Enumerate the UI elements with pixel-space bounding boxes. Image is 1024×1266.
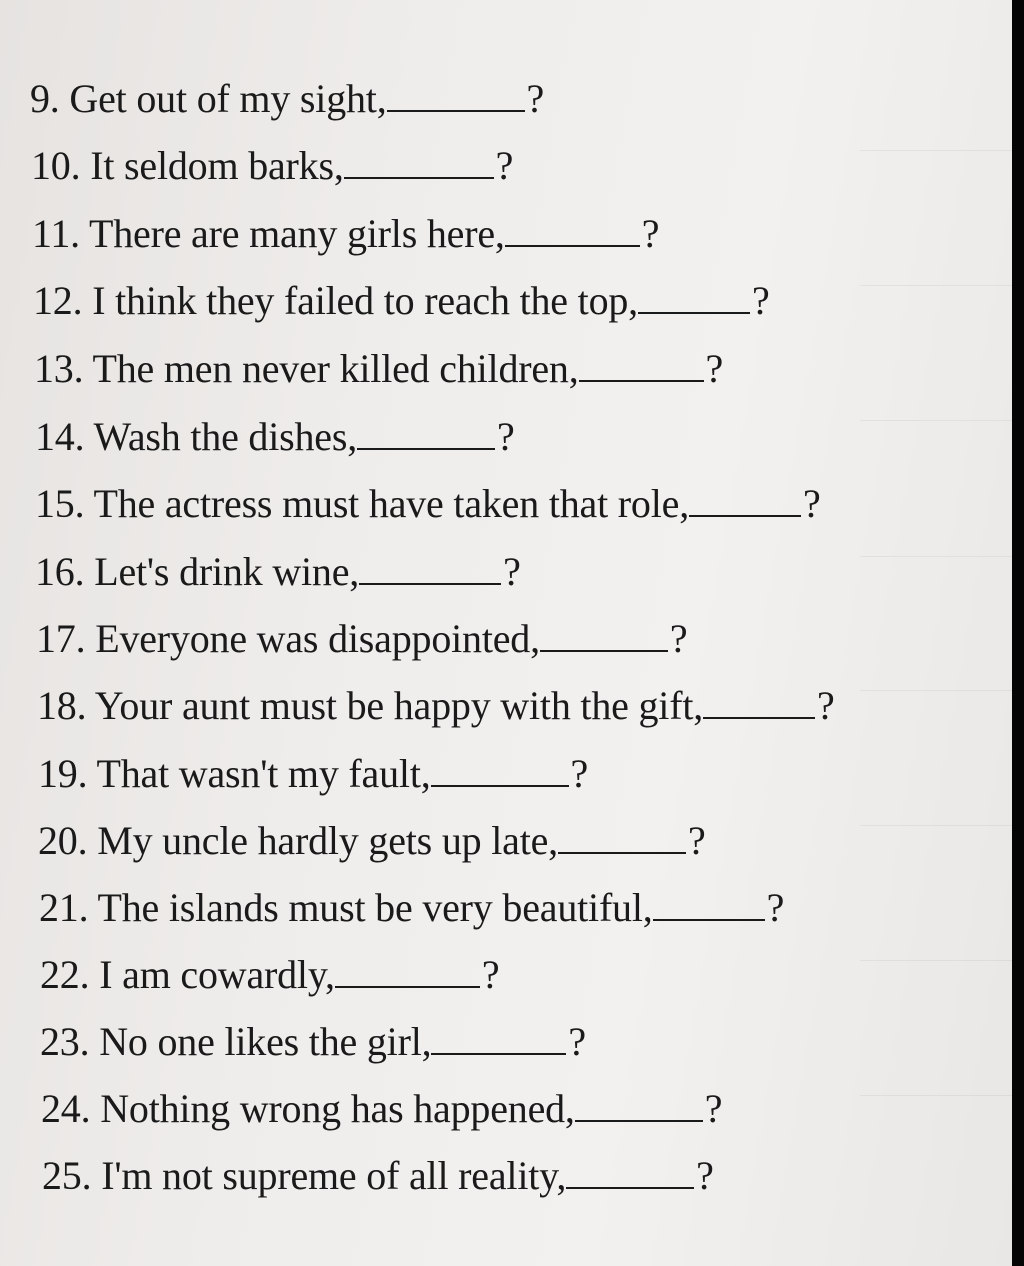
question-text: Let's drink wine, [94, 549, 360, 594]
question-21 [39, 879, 784, 932]
question-mark: ? [696, 1153, 714, 1198]
question-number: 17. [36, 616, 86, 661]
dark-page-edge [1012, 0, 1024, 1266]
question-mark: ? [568, 1019, 586, 1064]
question-number: 25. [42, 1153, 92, 1198]
answer-blank[interactable] [566, 1147, 694, 1189]
question-text: Get out of my sight, [69, 76, 387, 121]
question-mark: ? [803, 481, 821, 526]
answer-blank[interactable] [703, 677, 815, 719]
question-number: 24. [41, 1086, 91, 1131]
question-mark: ? [751, 278, 770, 323]
question-11 [32, 205, 659, 258]
answer-blank[interactable] [579, 340, 704, 382]
question-text: Wash the dishes, [93, 414, 358, 459]
answer-blank[interactable] [431, 745, 569, 787]
question-text: I'm not supreme of all reality, [101, 1153, 567, 1198]
question-number: 15. [35, 481, 85, 526]
question-mark: ? [704, 1086, 723, 1131]
question-text: The men never killed children, [92, 346, 579, 391]
question-number: 10. [31, 143, 81, 188]
question-number: 19. [38, 751, 88, 796]
question-17 [36, 610, 687, 663]
question-number: 12. [33, 278, 83, 323]
question-mark: ? [526, 76, 545, 121]
question-mark: ? [570, 751, 589, 796]
question-text: The actress must have taken that role, [93, 481, 689, 526]
question-mark: ? [495, 143, 514, 188]
question-number: 23. [40, 1019, 90, 1064]
question-text: That wasn't my fault, [96, 751, 431, 796]
question-mark: ? [687, 818, 706, 863]
question-number: 16. [35, 549, 85, 594]
question-text: My uncle hardly gets up late, [97, 818, 558, 863]
answer-blank[interactable] [638, 272, 750, 314]
question-20 [38, 812, 706, 865]
answer-blank[interactable] [335, 946, 480, 988]
question-mark: ? [817, 683, 835, 728]
question-mark: ? [503, 549, 521, 594]
question-number: 22. [40, 952, 90, 997]
question-text: Your aunt must be happy with the gift, [94, 683, 704, 728]
question-text: I am cowardly, [99, 952, 335, 997]
question-number: 14. [35, 414, 85, 459]
question-13 [34, 340, 723, 393]
question-number: 9. [30, 76, 60, 121]
question-number: 21. [39, 885, 89, 930]
answer-blank[interactable] [357, 408, 495, 450]
question-mark: ? [497, 414, 515, 459]
question-19 [38, 745, 588, 798]
question-text: It seldom barks, [90, 143, 344, 188]
question-9 [30, 70, 544, 123]
question-23 [40, 1013, 586, 1066]
answer-blank[interactable] [431, 1013, 566, 1055]
answer-blank[interactable] [505, 205, 640, 247]
question-mark: ? [669, 616, 688, 661]
answer-blank[interactable] [558, 812, 686, 854]
question-text: The islands must be very beautiful, [97, 885, 653, 930]
question-10 [31, 137, 513, 190]
question-number: 18. [37, 683, 87, 728]
question-number: 11. [32, 211, 80, 256]
bleed-through-lines [860, 0, 1012, 1266]
question-16 [35, 543, 521, 596]
question-14 [35, 408, 515, 461]
answer-blank[interactable] [689, 475, 801, 517]
question-text: Nothing wrong has happened, [100, 1086, 575, 1131]
question-number: 13. [34, 346, 84, 391]
answer-blank[interactable] [344, 137, 494, 179]
answer-blank[interactable] [387, 70, 525, 112]
question-24 [41, 1080, 722, 1133]
question-15 [35, 475, 821, 528]
question-mark: ? [641, 211, 660, 256]
question-12 [33, 272, 770, 325]
answer-blank[interactable] [653, 879, 765, 921]
question-mark: ? [705, 346, 724, 391]
question-mark: ? [766, 885, 785, 930]
question-25 [42, 1147, 714, 1200]
question-18 [37, 677, 835, 730]
answer-blank[interactable] [359, 543, 501, 585]
question-number: 20. [38, 818, 88, 863]
question-text: Everyone was disappointed, [95, 616, 540, 661]
answer-blank[interactable] [540, 610, 668, 652]
answer-blank[interactable] [575, 1080, 703, 1122]
question-text: There are many girls here, [89, 211, 505, 256]
question-mark: ? [481, 952, 500, 997]
question-22 [40, 946, 499, 999]
question-text: No one likes the girl, [99, 1019, 432, 1064]
question-text: I think they failed to reach the top, [92, 278, 638, 323]
